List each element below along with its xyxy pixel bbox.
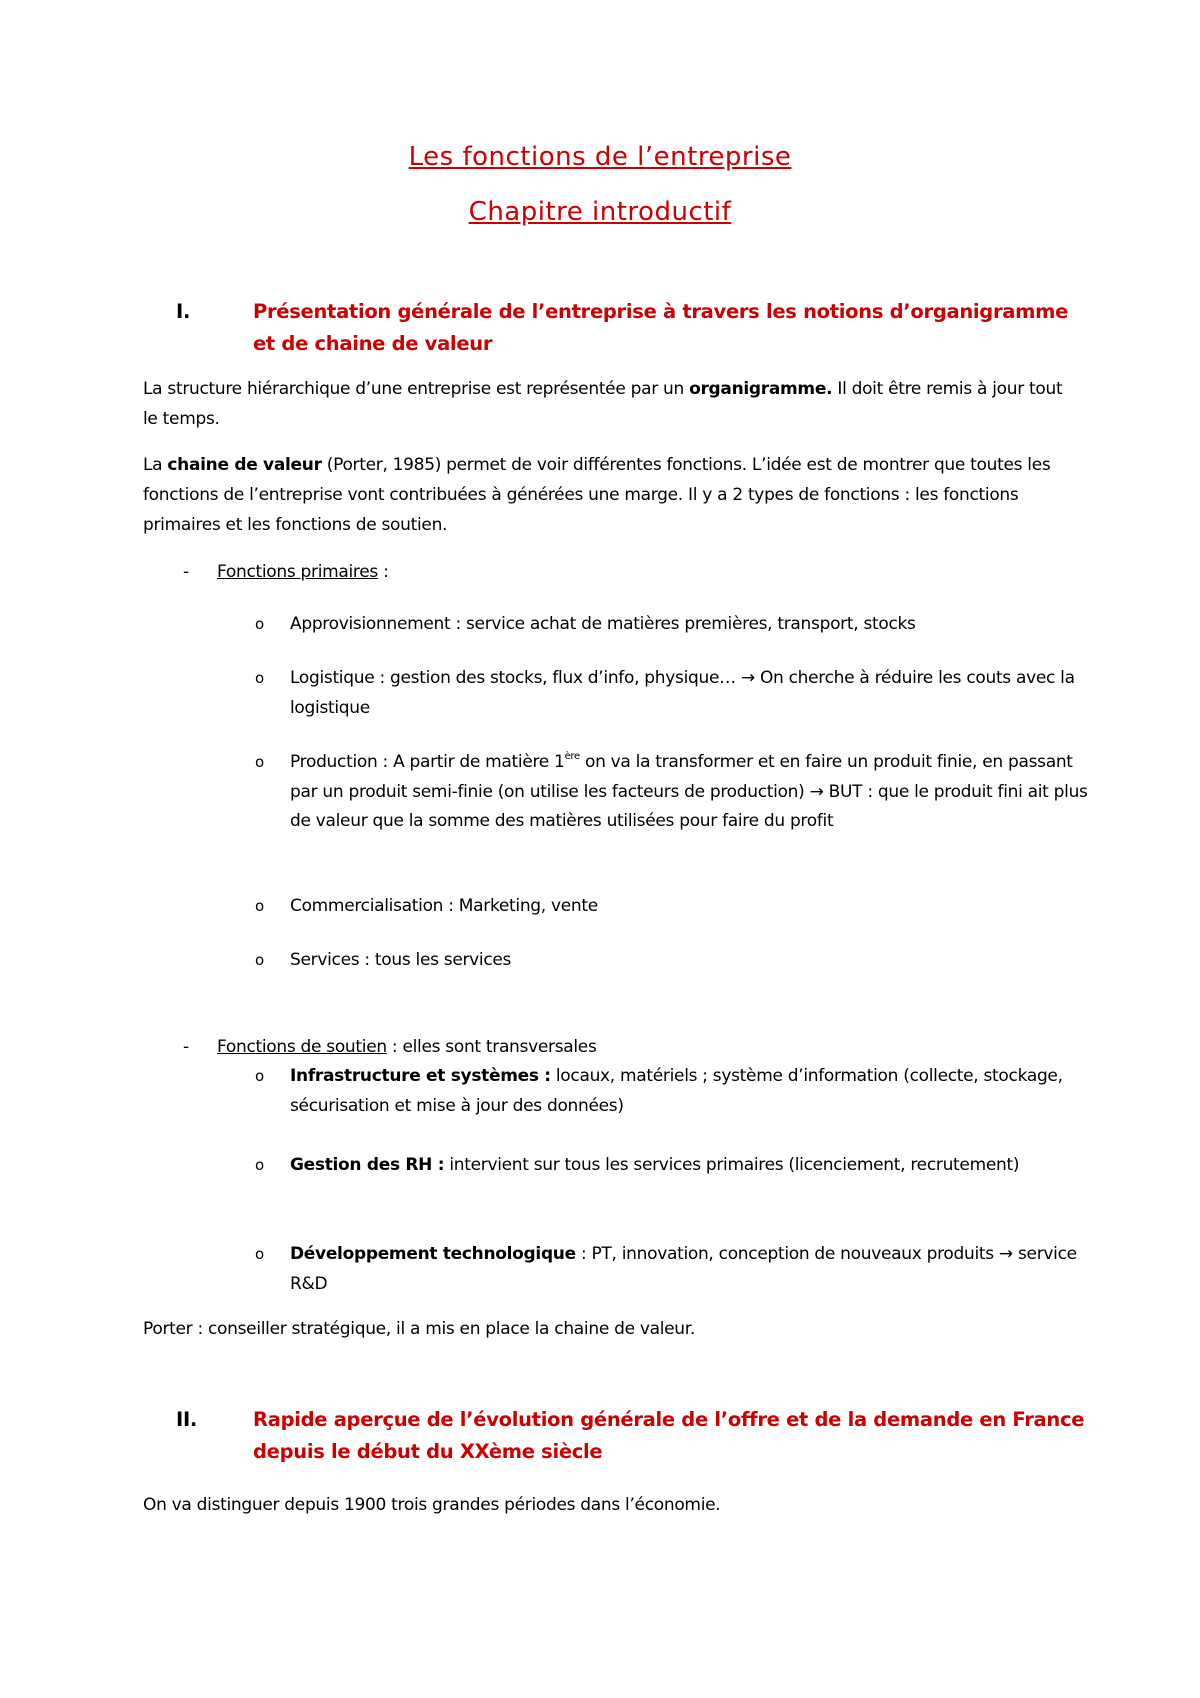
- paragraph-chaine-de-valeur: La chaine de valeur (Porter, 1985) permet de voir différentes fonctions. L’idée est de montrer que toutes les fonctions de l’entreprise vont contribuées à générées une marge. Il y a 2 types de fonctions : les fonctions primaires et les fonctions de soutien.: [143, 455, 1051, 535]
- paragraph-porter: Porter : conseiller stratégique, il a mis en place la chaine de valeur.: [143, 1319, 696, 1339]
- document-subtitle: Chapitre introductif: [468, 197, 732, 227]
- section-heading-text: Rapide aperçue de l’évolution générale de l’offre et de la demande en France depuis le début du XXème siècle: [253, 1408, 1085, 1463]
- document-title: Les fonctions de l’entreprise: [408, 142, 792, 172]
- document-page: Les fonctions de l’entreprise Chapitre introductif I. Présentation générale de l’entreprise à travers les notions d’organigramme et de chaine de valeur La structure hiérarchique d’une entreprise est représentée par un organigramme. Il doit être remis à jour tout le temps. La chaine de valeur (Porter, 1985) permet de voir différentes fonctions. L’idée est de montrer que toutes les fonctions de l’entreprise vont contribuées à générées une marge. Il y a 2 types de fonctions : les fonctions primaires et les fonctions de soutien. - Fonctions primaires : o Approvisionnement : service achat de matières premières, transport, stocks o Logistique : gestion des stocks, flux d’info, physique… → On cherche à réduire les couts avec la logistique o Production : A partir de matière 1ère on va la transformer et en faire un produit finie, en passant par un produit semi-finie (on utilise les facteurs de production) → BUT : que le produit fini ait plus de valeur que la somme des matières utilisées pour faire du profit o Commercialisation : Marketing, vente o Services : tous les services - Fonctions de soutien : elles sont transversales o Infrastructure et systèmes : locaux, matériels ; système d’information (collecte, stockage, sécurisation et mise à jour des données) o Gestion des RH : intervient sur tous les services primaires (licenciement, recrutement) o Développement technologique : PT, innovation, conception de nouveaux produits → service R&D Porter : conseiller stratégique, il a mis en place la chaine de valeur. II. Rapide aperçue de l’évolution générale de l’offre et de la demande en France depuis le début du XXème siècle On va distinguer depuis 1900 trois grandes périodes dans l’économie.: [0, 0, 1200, 1698]
- fonctions-primaires-label: Fonctions primaires: [217, 562, 378, 582]
- keyword-chaine-de-valeur: chaine de valeur: [167, 455, 322, 475]
- paragraph-organigramme: La structure hiérarchique d’une entreprise est représentée par un organigramme. Il doit être remis à jour tout le temps.: [143, 379, 1063, 429]
- fonctions-soutien-label: Fonctions de soutien: [217, 1037, 387, 1057]
- keyword-organigramme: organigramme.: [689, 379, 833, 399]
- section-number: II.: [176, 1408, 198, 1431]
- section-number: I.: [176, 300, 191, 323]
- paragraph-trois-periodes: On va distinguer depuis 1900 trois grandes périodes dans l’économie.: [143, 1495, 721, 1515]
- section-heading-text: Présentation générale de l’entreprise à travers les notions d’organigramme et de chaine de valeur: [253, 300, 1069, 355]
